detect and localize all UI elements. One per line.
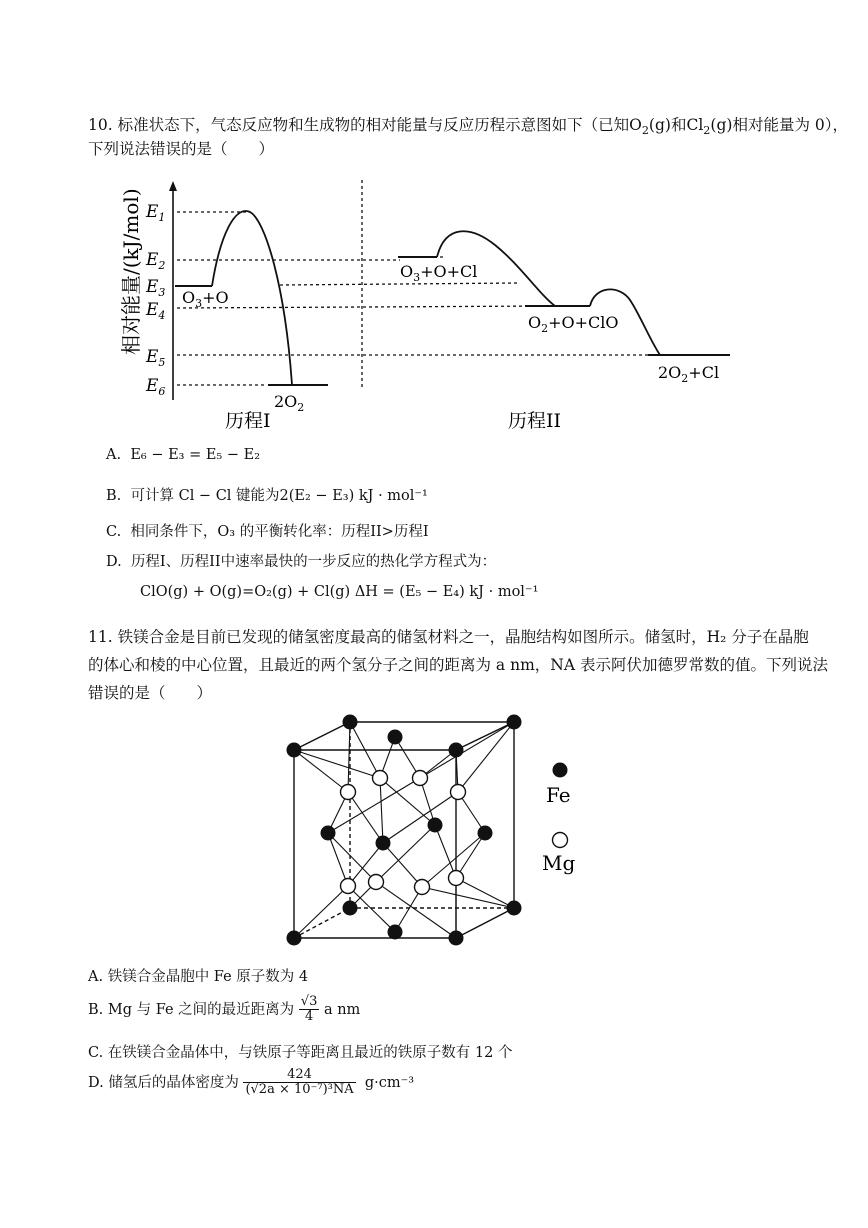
level-e2-label: $E_2$	[146, 250, 166, 272]
option-d-text: D. 储氢后的晶体密度为	[88, 1074, 239, 1091]
q11-stem-line2: 的体心和棱的中心位置，且最近的两个氢分子之间的距离为 a nm，NA 表示阿伏加德罗常数的值。下列说法	[88, 656, 828, 674]
q11-option-c: C. 在铁镁合金晶体中，与铁原子等距离且最近的铁原子数有 12 个	[88, 1045, 513, 1061]
legend-mg-dot	[553, 833, 568, 848]
fraction-numerator: 424	[243, 1068, 355, 1083]
legend-fe-label: Fe	[546, 783, 571, 807]
fraction-denominator: 4	[304, 1009, 314, 1025]
q10-option-d-equation: ClO(g) + O(g)=O₂(g) + Cl(g) ΔH = (E₅ − E₄) kJ · mol⁻¹	[140, 584, 539, 600]
q10-stem-line1	[88, 113, 848, 137]
q10-option-a	[106, 447, 260, 463]
legend-mg-label: Mg	[542, 851, 576, 875]
option-d-text: 历程I、历程II中速率最快的一步反应的热化学方程式为：	[130, 554, 497, 570]
option-b-unit: a nm	[323, 1001, 361, 1018]
energy-diagram	[100, 175, 750, 440]
q10-stem-text-end: 相对能量为 0），	[732, 116, 848, 134]
option-c-text: 相同条件下，O₃ 的平衡转化率：历程II>历程I	[130, 524, 429, 540]
option-d-label: D.	[106, 554, 122, 570]
path2-label: 历程II	[508, 410, 562, 432]
cl2-sub: 2	[703, 124, 711, 138]
option-b-fraction	[299, 995, 320, 1025]
species-2o2: $2O_2$	[274, 392, 305, 414]
species-o3-o-cl: $O_3+O+Cl$	[400, 262, 478, 284]
and-text: 和	[670, 116, 687, 134]
q11-option-b	[88, 995, 360, 1025]
species-o3-o: $O_3+O$	[182, 288, 229, 310]
q11-stem-line3: 错误的是（ ）	[88, 684, 213, 702]
cl2-state: (g)	[710, 116, 733, 134]
option-a-label: A.	[106, 447, 122, 463]
q11-stem-line1: 11. 铁镁合金是目前已发现的储氢密度最高的储氢材料之一，晶胞结构如图所示。储氢时，H₂ 分子在晶胞	[88, 628, 809, 646]
option-d-fraction	[243, 1068, 355, 1098]
q10-option-d	[106, 550, 496, 571]
q10-stem-line2: 下列说法错误的是（ ）	[88, 140, 275, 158]
o2-state: (g)	[648, 116, 671, 134]
q10-option-b	[106, 484, 428, 505]
species-o2-o-clo: $O_2+O+ClO$	[528, 313, 619, 335]
o2-sub: 2	[641, 124, 649, 138]
y-axis-label: 相对能量/(kJ/mol)	[119, 188, 143, 355]
path1-label: 历程I	[225, 410, 271, 432]
option-c-label: C.	[106, 524, 122, 540]
o2-formula: O	[629, 116, 642, 134]
option-a-text: E₆ − E₃ = E₅ − E₂	[130, 447, 261, 463]
level-e3-label: $E_3$	[146, 277, 166, 299]
option-b-label: B.	[106, 488, 122, 504]
y-axis-arrow	[169, 181, 177, 191]
crystal-cell-diagram	[280, 710, 600, 955]
level-e4-label: $E_4$	[146, 300, 166, 322]
option-b-formula: 2(E₂ − E₃) kJ · mol⁻¹	[279, 488, 428, 504]
level-e1-label: $E_1$	[146, 202, 166, 224]
q10-stem-text: 10. 标准状态下，气态反应物和生成物的相对能量与反应历程示意图如下（已知	[88, 116, 630, 134]
level-e6-label: $E_6$	[146, 376, 166, 398]
legend-fe-dot	[553, 763, 568, 778]
q11-option-a: A. 铁镁合金晶胞中 Fe 原子数为 4	[88, 969, 309, 985]
mg-atoms	[341, 771, 466, 895]
option-d-unit: g·cm⁻³	[364, 1074, 415, 1091]
fraction-numerator: √3	[300, 994, 318, 1009]
q10-option-c	[106, 520, 429, 541]
option-b-text: B. Mg 与 Fe 之间的最近距离为	[88, 1001, 295, 1018]
fraction-denominator: (√2a × 10⁻⁷)³NA	[245, 1082, 354, 1098]
level-e5-label: $E_5$	[146, 347, 166, 369]
q11-option-d	[88, 1068, 414, 1098]
dashed-level-lines	[177, 212, 650, 385]
cl2-formula: Cl	[686, 116, 704, 134]
option-b-text: 可计算 Cl − Cl 键能为	[130, 488, 280, 504]
species-2o2-cl: $2O_2+Cl$	[658, 363, 720, 385]
